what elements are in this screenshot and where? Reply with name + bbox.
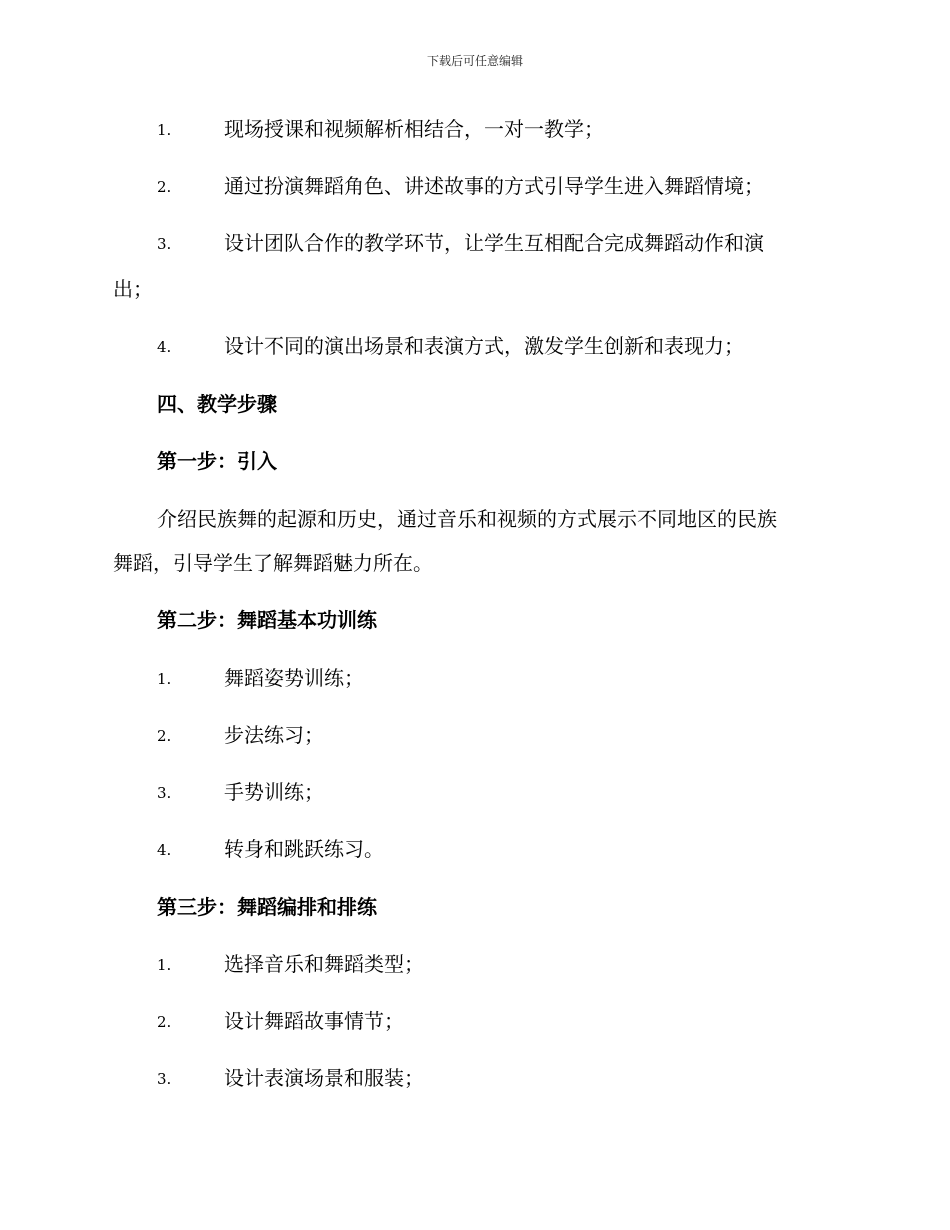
list-number: 2. (157, 1013, 172, 1031)
paragraph-line: 介绍民族舞的起源和历史，通过音乐和视频的方式展示不同地区的民族 (157, 507, 777, 531)
list-number: 2. (157, 727, 172, 745)
list-text: 设计表演场景和服装； (224, 1066, 424, 1090)
list-text: 转身和跳跃练习。 (224, 837, 384, 861)
list-text: 设计不同的演出场景和表演方式，激发学生创新和表现力； (224, 334, 744, 358)
list-number: 1. (157, 121, 172, 139)
page-header: 下载后可任意编辑 (426, 54, 523, 68)
list-text-continuation: 出； (113, 277, 153, 301)
list-number: 3. (157, 784, 172, 802)
list-number: 3. (157, 1070, 172, 1088)
list-text: 手势训练； (224, 780, 324, 804)
list-text: 设计团队合作的教学环节，让学生互相配合完成舞蹈动作和演 (224, 231, 764, 255)
list-number: 3. (157, 235, 172, 253)
section-heading: 四、教学步骤 (157, 392, 277, 416)
list-text: 步法练习； (224, 723, 324, 747)
step-heading: 第三步：舞蹈编排和排练 (157, 895, 377, 919)
step-heading: 第一步：引入 (157, 449, 277, 473)
list-text: 通过扮演舞蹈角色、讲述故事的方式引导学生进入舞蹈情境； (224, 174, 764, 198)
step-heading: 第二步：舞蹈基本功训练 (157, 608, 377, 632)
list-number: 1. (157, 956, 172, 974)
list-text: 舞蹈姿势训练； (224, 666, 364, 690)
list-number: 2. (157, 178, 172, 196)
list-text: 设计舞蹈故事情节； (224, 1009, 404, 1033)
list-text: 选择音乐和舞蹈类型； (224, 952, 424, 976)
list-number: 1. (157, 670, 172, 688)
list-text: 现场授课和视频解析相结合，一对一教学； (224, 117, 604, 141)
list-number: 4. (157, 338, 172, 356)
paragraph-line: 舞蹈，引导学生了解舞蹈魅力所在。 (113, 551, 433, 575)
list-number: 4. (157, 841, 172, 859)
